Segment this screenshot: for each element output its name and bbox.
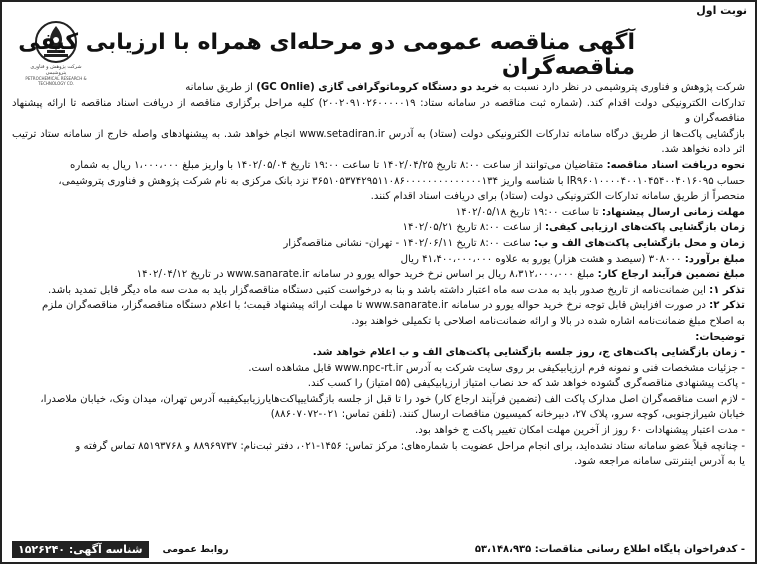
receive-docs-line-3: منحصراً از طریق سامانه تدارکات الکترونیکی دولت (ستاد) برای دریافت اسناد اقدام کنند. (370, 191, 745, 203)
portal-code-text: - کدفراخوان پایگاه اطلاع رسانی مناقصات: ۵۳،۱۴۸،۹۳۵ (474, 543, 745, 555)
intro-text-end: از طریق سامانه (185, 82, 253, 93)
estimate-text: ۳۰۸۰۰۰ (سیصد و هشت هزار) یورو به علاوه ۴۱،۴۰۰،۰۰۰،۰۰۰ ریال (400, 253, 682, 265)
explanations-label: توضیحات: (695, 331, 745, 343)
quality-opening-text: از ساعت ۸:۰۰ تاریخ ۱۴۰۲/۰۵/۲۱ (402, 222, 542, 234)
logo-text-en: PETROCHEMICAL RESEARCH & TECHNOLOGY CO. (25, 76, 87, 86)
guarantee-line (12, 267, 745, 283)
intro-text: شرکت پژوهش و فناوری پتروشیمی در نظر دارد نسبت به (502, 82, 745, 93)
header (12, 6, 745, 86)
receive-docs-text: متقاضیان می‌توانند از ساعت ۸:۰۰ تاریخ ۱۴۰۲/۰۴/۲۵ تا ساعت ۱۹:۰۰ تاریخ ۱۴۰۲/۰۵/۰۴ با واریز مبلغ ۱،۰۰۰،۰۰۰ ریال به شماره (70, 159, 604, 171)
explanation-item: - جزئیات مشخصات فنی و نمونه فرم ارزیابیکیفی بر روی سایت شرکت به آدرس www.npc-rt.ir قابل مشاهده است. (248, 362, 745, 374)
intro-line-1 (12, 80, 745, 96)
receive-docs-line-2: حساب IR۹۶۰۱۰۰۰۰۴۰۰۱۰۴۵۴۰۰۴۰۱۶۰۹۵ با شناسه واریز ۳۶۵۱۰۵۳۷۴۲۹۵۱۱۰۸۶۰۰۰۰۰۰۰۰۰۰۰۰۰۰۱۳۴ نزد بانک مرکزی به نام شرکت پژوهش و فناوری پتروشیمی، (58, 175, 745, 187)
receive-docs-line-1 (12, 158, 745, 174)
estimate-label: مبلغ برآورد: (684, 253, 745, 265)
ab-opening-label: زمان و محل بازگشایی پاکت‌های الف و ب: (533, 237, 745, 249)
quality-opening-label: زمان بازگشایی پاکت‌های ارزیابی کیفی: (544, 222, 745, 234)
note-2-label: تذکر ۲: (709, 300, 745, 312)
note-2-line-2: به اصلاح مبلغ ضمانت‌نامه اشاره شده در بالا و ارائه ضمانت‌نامه اصلاحی یا تکمیلی خواهند بود. (351, 315, 745, 327)
explanation-item: خیابان شیرازجنوبی، کوچه سرو، پلاک ۲۷، دبیرخانه کمیسیون مناقصات ارسال کنند. (تلفن تماس: ۰۲۱-۸۸۶۰۷۰۷۲) (270, 409, 745, 421)
note-1-label: تذکر ۱: (709, 284, 745, 296)
footer-left (12, 541, 229, 558)
ad-id-badge: شناسه آگهی: ۱۵۲۶۲۴۰ (12, 541, 149, 558)
deadline-label: مهلت زمانی ارسال پیشنهاد: (601, 206, 745, 218)
ab-opening-text: ساعت ۸:۰۰ تاریخ ۱۴۰۲/۰۶/۱۱ - تهران- نشانی مناقصه‌گزار (283, 237, 531, 249)
deadline-line (12, 205, 745, 221)
receive-docs-label: نحوه دریافت اسناد مناقصه: (606, 159, 745, 171)
explanation-item: - چنانچه قبلاً عضو سامانه ستاد نشده‌اید، برای انجام مراحل عضویت با شماره‌های: مرکز تماس: ۱۴۵۶-۰۲۱، دفتر ثبت‌نام: ۸۸۹۶۹۷۳۷ و ۸۵۱۹۳۷۶۸ تماس گرفته و (75, 440, 745, 452)
note-1-text: این ضمانت‌نامه از تاریخ صدور باید به مدت سه ماه اعتبار داشته باشد و بنا به درخواست کتبی دستگاه مناقصه‌گزار باید به مدت سه ماه دیگر قابل تمدید باشد. (48, 284, 706, 296)
explanation-item: - پاکت پیشنهادی مناقصه‌گری گشوده خواهد شد که حد نصاب امتیاز ارزیابیکیفی (۵۵ امتیاز) را کسب کند. (307, 378, 745, 390)
intro-line-3: بازگشایی پاکت‌ها از طریق درگاه سامانه تدارکات الکترونیکی دولت (ستاد) به آدرس www.setadiran.ir انجام خواهد شد. به پیشنهادهای واصله خارج از سامانه ستاد ترتیب اثر داده نخواهد شد. (12, 128, 745, 156)
note-1-line (12, 283, 745, 299)
quality-opening-line (12, 220, 745, 236)
ad-body (12, 80, 745, 470)
footer (12, 539, 745, 559)
guarantee-label: مبلغ تضمین فرآیند ارجاع کار: (597, 269, 745, 281)
turn-label: نوبت اول (696, 4, 747, 17)
ab-opening-line (12, 236, 745, 252)
logo-text-fa: شرکت پژوهش و فناوری پتروشیمی (30, 64, 82, 76)
note-2-line-1 (12, 298, 745, 314)
estimate-line (12, 252, 745, 268)
page-title: آگهی مناقصه عمومی دو مرحله‌ای همراه با ارزیابی کیفی مناقصه‌گران (18, 30, 635, 80)
guarantee-text: مبلغ ۸،۳۱۲،۰۰۰،۰۰۰ ریال بر اساس نرخ خرید حواله یورو در سامانه www.sanarate.ir در تاریخ ۱۴۰۲/۰۴/۱۲ (136, 269, 595, 281)
deadline-text: تا ساعت ۱۹:۰۰ تاریخ ۱۴۰۲/۰۵/۱۸ (455, 206, 599, 218)
public-relations-label: روابط عمومی (162, 543, 229, 555)
explanation-item: - مدت اعتبار پیشنهادات ۶۰ روز از آخرین مهلت امکان تغییر پاکت ج خواهد بود. (414, 425, 745, 437)
explanation-item: - زمان بازگشایی پاکت‌های ج، روز جلسه بازگشایی پاکت‌های الف و ب اعلام خواهد شد. (312, 347, 745, 359)
explanation-item: یا به آدرس اینترنتی سامانه مراجعه شود. (574, 456, 745, 468)
intro-subject: خرید دو دستگاه کروماتوگرافی گازی (GC Onlie) (256, 82, 500, 93)
footer-portal-code (475, 544, 745, 555)
intro-line-2: تدارکات الکترونیکی دولت اقدام کند. (شماره ثبت مناقصه در سامانه ستاد: ۲۰۰۲۰۹۱۰۲۶۰۰۰۰۰۱۹) کلیه مراحل برگزاری مناقصه از دریافت اسناد مناقصه تا ارائه پیشنهاد مناقصه‌گران و (12, 97, 745, 125)
note-2-text: در صورت افزایش قابل توجه نرخ خرید حواله یورو در سامانه www.sanarate.ir تا مهلت ارائه پیشنهاد قیمت؛ با اعلام دستگاه مناقصه‌گزار، مناقصه‌گران ملزم (42, 300, 706, 312)
explanation-item: - لازم است مناقصه‌گران اصل مدارک پاکت الف (تضمین فرآیند ارجاع کار) خود را تا قبل از جلسه بازگشاییپاکت‌هایارزیابیکیفیبه آدرس تهران، میدان ونک، خیابان ملاصدرا، (40, 393, 745, 405)
